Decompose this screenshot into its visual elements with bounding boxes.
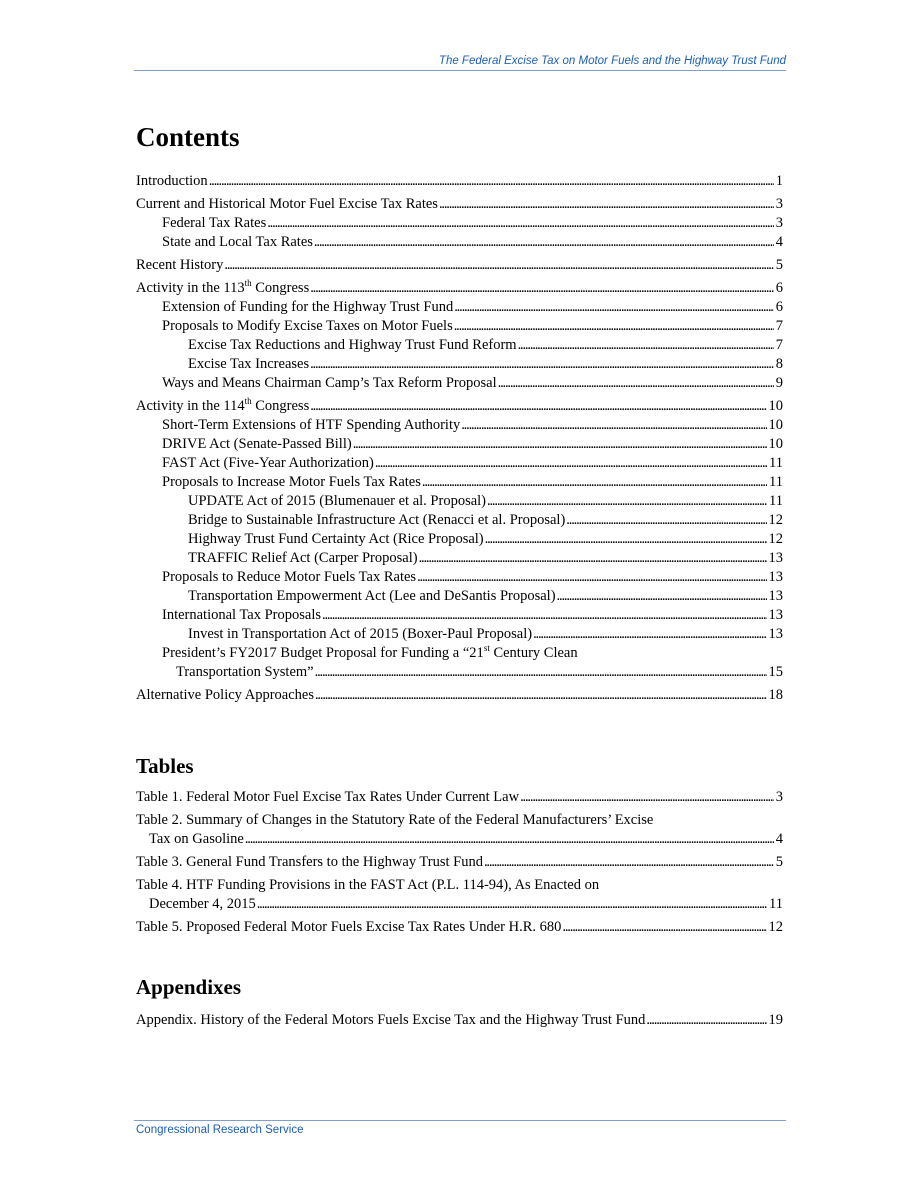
- toc-entry[interactable]: FAST Act (Five-Year Authorization) . . . 11: [136, 454, 783, 473]
- tables-heading: Tables: [136, 754, 194, 778]
- table-entry[interactable]: Table 4. HTF Funding Provisions in the FAST Act (P.L. 114-94), As Enacted on December 4, 2015 . . . 11: [136, 876, 783, 914]
- toc-entry[interactable]: Proposals to Reduce Motor Fuels Tax Rates . . . 13: [136, 568, 783, 587]
- appendixes-list: [136, 1011, 783, 1030]
- running-header-title: The Federal Excise Tax on Motor Fuels and the Highway Trust Fund: [438, 55, 786, 67]
- toc-entry[interactable]: Ways and Means Chairman Camp’s Tax Reform Proposal . . . 9: [136, 374, 783, 393]
- footer-publisher: Congressional Research Service: [136, 1124, 304, 1136]
- toc-entry[interactable]: Invest in Transportation Act of 2015 (Boxer-Paul Proposal) . . . 13: [136, 625, 783, 644]
- appendixes-heading: Appendixes: [136, 975, 242, 999]
- appendix-entry[interactable]: Appendix. History of the Federal Motors Fuels Excise Tax and the Highway Trust Fund . . . 19: [136, 1011, 783, 1030]
- header-rule: [134, 70, 786, 71]
- toc-entry[interactable]: Current and Historical Motor Fuel Excise Tax Rates . . . 3: [136, 195, 783, 214]
- table-entry[interactable]: Table 3. General Fund Transfers to the Highway Trust Fund . . . 5: [136, 853, 783, 872]
- toc-entry[interactable]: Activity in the 114th Congress . . . 10: [136, 397, 783, 416]
- toc-entry[interactable]: International Tax Proposals . . . 13: [136, 606, 783, 625]
- toc-entry[interactable]: Highway Trust Fund Certainty Act (Rice Proposal) . . . 12: [136, 530, 783, 549]
- table-entry[interactable]: Table 5. Proposed Federal Motor Fuels Excise Tax Rates Under H.R. 680 . . . 12: [136, 918, 783, 937]
- contents-list: [136, 172, 783, 705]
- toc-entry[interactable]: Proposals to Modify Excise Taxes on Motor Fuels . . . 7: [136, 317, 783, 336]
- footer-rule: [134, 1120, 786, 1121]
- toc-entry[interactable]: Transportation Empowerment Act (Lee and DeSantis Proposal) . . . 13: [136, 587, 783, 606]
- toc-entry[interactable]: Bridge to Sustainable Infrastructure Act (Renacci et al. Proposal) . . . 12: [136, 511, 783, 530]
- toc-entry[interactable]: TRAFFIC Relief Act (Carper Proposal) . . . 13: [136, 549, 783, 568]
- toc-entry[interactable]: Excise Tax Increases . . . 8: [136, 355, 783, 374]
- table-entry[interactable]: Table 1. Federal Motor Fuel Excise Tax Rates Under Current Law . . . 3: [136, 788, 783, 807]
- toc-entry[interactable]: Excise Tax Reductions and Highway Trust Fund Reform . . . 7: [136, 336, 783, 355]
- toc-entry[interactable]: Federal Tax Rates . . . 3: [136, 214, 783, 233]
- toc-entry[interactable]: State and Local Tax Rates . . . 4: [136, 233, 783, 252]
- toc-entry[interactable]: President’s FY2017 Budget Proposal for Funding a “21st Century Clean Transportation System” . . . 15: [136, 644, 783, 682]
- table-entry[interactable]: Table 2. Summary of Changes in the Statutory Rate of the Federal Manufacturers’ Excise Tax on Gasoline . . . 4: [136, 811, 783, 849]
- toc-entry[interactable]: Alternative Policy Approaches . . . 18: [136, 686, 783, 705]
- toc-entry[interactable]: Extension of Funding for the Highway Trust Fund . . . 6: [136, 298, 783, 317]
- toc-entry[interactable]: Activity in the 113th Congress . . . 6: [136, 279, 783, 298]
- toc-entry[interactable]: Short-Term Extensions of HTF Spending Authority . . . 10: [136, 416, 783, 435]
- toc-entry[interactable]: Recent History . . . 5: [136, 256, 783, 275]
- tables-list: [136, 788, 783, 937]
- toc-entry[interactable]: UPDATE Act of 2015 (Blumenauer et al. Proposal) . . . 11: [136, 492, 783, 511]
- toc-entry[interactable]: Introduction . . . 1: [136, 172, 783, 191]
- toc-entry[interactable]: Proposals to Increase Motor Fuels Tax Rates . . . 11: [136, 473, 783, 492]
- toc-entry[interactable]: DRIVE Act (Senate-Passed Bill) . . . 10: [136, 435, 783, 454]
- contents-heading: Contents: [136, 122, 240, 152]
